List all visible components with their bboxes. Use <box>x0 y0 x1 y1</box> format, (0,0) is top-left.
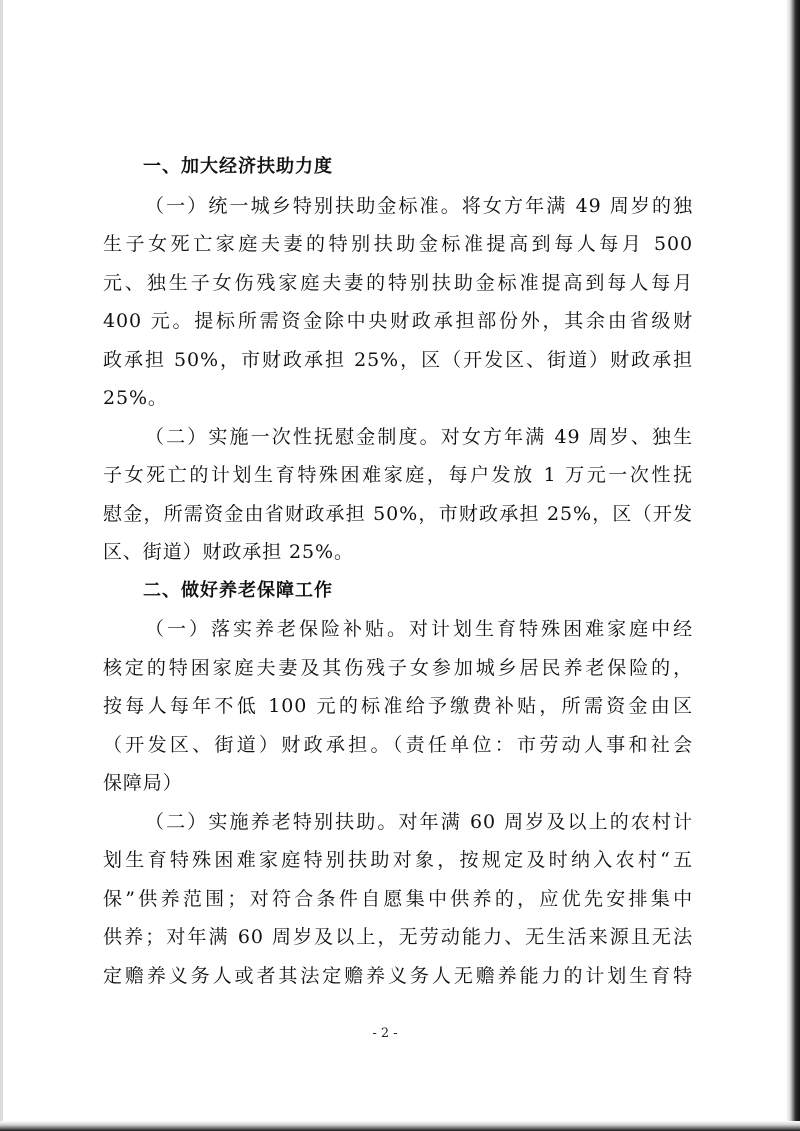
document-body <box>103 148 693 995</box>
paragraph-2-line: 区、街道）财政承担 25%。 <box>103 541 354 563</box>
section-heading-2: 二、做好养老保障工作 <box>143 579 333 601</box>
paragraph-1-line: 生子女死亡家庭夫妻的特别扶助金标准提高到每人每月 500 <box>103 233 693 255</box>
paragraph-3-line: （一）落实养老保险补贴。对计划生育特殊困难家庭中经 <box>145 618 693 640</box>
paragraph-3-line: 按每人每年不低 100 元的标准给予缴费补贴，所需资金由区 <box>103 695 693 717</box>
paragraph-1-line: （一）统一城乡特别扶助金标准。将女方年满 49 周岁的独 <box>145 194 693 217</box>
paragraph-2-line: 子女死亡的计划生育特殊困难家庭，每户发放 1 万元一次性抚 <box>103 464 693 486</box>
paragraph-3-line: 保障局） <box>103 772 183 794</box>
paragraph-1-line: 元、独生子女伤残家庭夫妻的特别扶助金标准提高到每人每月 <box>103 271 693 294</box>
paragraph-4-line: 划生育特殊困难家庭特别扶助对象，按规定及时纳入农村“五 <box>103 849 693 871</box>
section-heading-1: 一、加大经济扶助力度 <box>143 156 333 177</box>
paragraph-3-line: 核定的特困家庭夫妻及其伤残子女参加城乡居民养老保险的， <box>103 656 693 679</box>
page-number: - 2 - <box>372 1026 398 1041</box>
paragraph-3-line: （开发区、街道）财政承担。（责任单位：市劳动人事和社会 <box>103 733 693 756</box>
paragraph-2-line: 慰金，所需资金由省财政承担 50%，市财政承担 25%，区（开发 <box>103 502 693 525</box>
scan-edge-bottom <box>0 1121 800 1131</box>
paragraph-4-line: 保”供养范围；对符合条件自愿集中供养的，应优先安排集中 <box>103 887 693 910</box>
paragraph-1-line: 政承担 50%，市财政承担 25%，区（开发区、街道）财政承担 <box>103 348 693 371</box>
paragraph-1-line: 25%。 <box>103 387 168 409</box>
paragraph-2-line: （二）实施一次性抚慰金制度。对女方年满 49 周岁、独生 <box>145 425 693 448</box>
paragraph-4-line: 供养；对年满 60 周岁及以上，无劳动能力、无生活来源且无法 <box>103 926 693 948</box>
scan-edge-right <box>786 0 800 1131</box>
paragraph-1-line: 400 元。提标所需资金除中央财政承担部份外，其余由省级财 <box>103 310 693 332</box>
scan-edge-left <box>0 0 3 1131</box>
paragraph-4-line: 定赡养义务人或者其法定赡养义务人无赡养能力的计划生育特 <box>103 964 693 987</box>
paragraph-4-line: （二）实施养老特别扶助。对年满 60 周岁及以上的农村计 <box>145 810 693 833</box>
